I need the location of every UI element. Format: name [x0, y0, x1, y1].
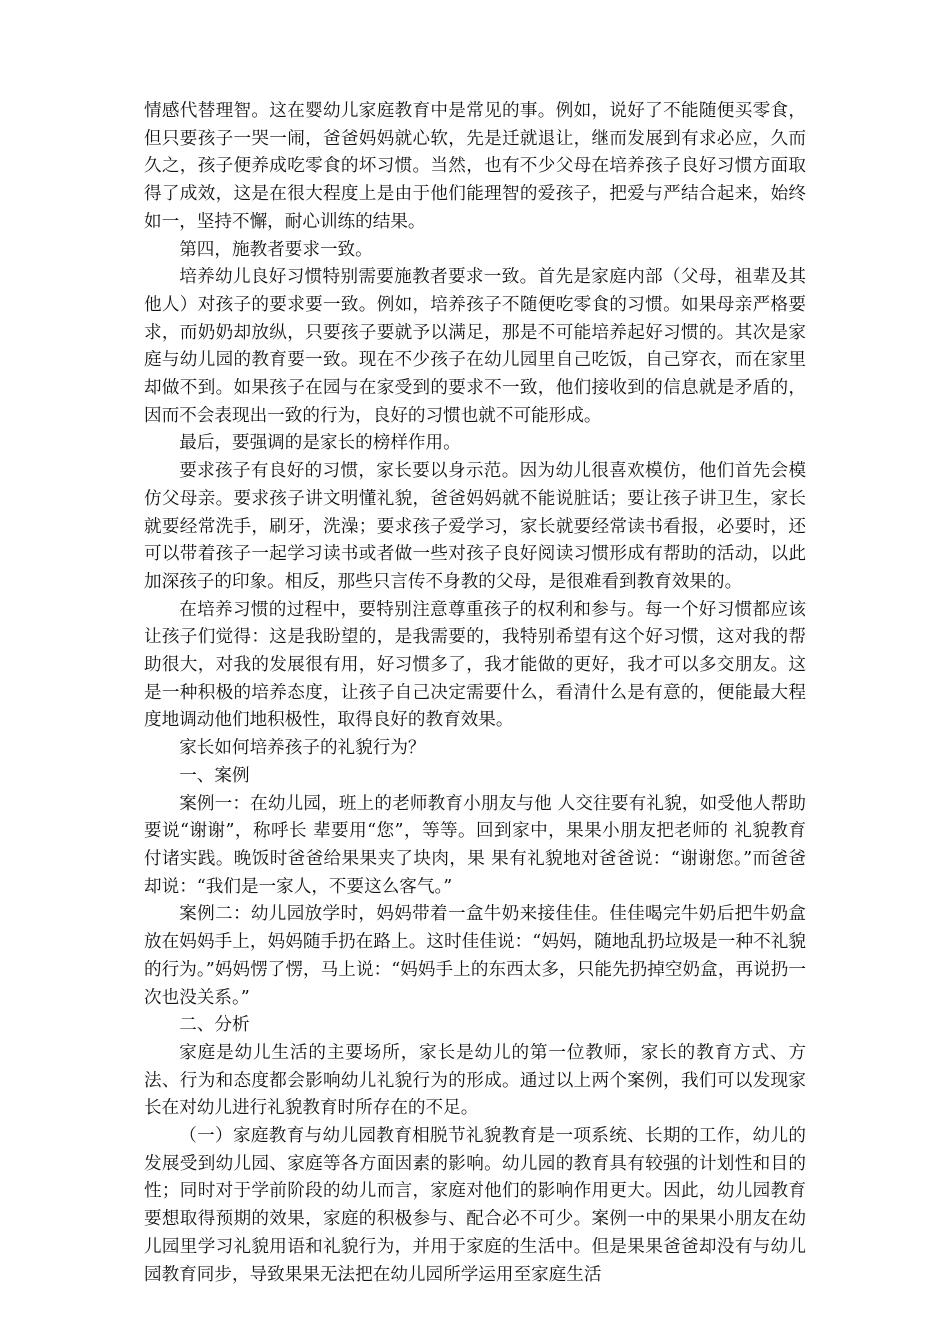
- paragraph-6: 在培养习惯的过程中，要特别注意尊重孩子的权利和参与。每一个好习惯都应该让孩子们觉得：这是我盼望的，是我需要的，我特别希望有这个好习惯，这对我的帮助很大，对我的发展很有用，好习惯多了，我才能做的更好，我才可以多交朋友。这是一种积极的培养态度，让孩子自己决定需要什么，看清什么是有意的，便能最大程度地调动他们地积极性，取得良好的教育效果。: [144, 599, 806, 731]
- section-heading: 家长如何培养孩子的礼貌行为？: [179, 738, 426, 759]
- paragraph-analysis-point-1: （一）家庭教育与幼儿园教育相脱节礼貌教育是一项系统、长期的工作，幼儿的发展受到幼儿园、家庭等各方面因素的影响。幼儿园的教育具有较强的计划性和目的性；同时对于学前阶段的幼儿而言，家庭对他们的影响作用更大。因此，幼儿园教育要想取得预期的效果，家庭的积极参与、配合必不可少。案例一中的果果小朋友在幼儿园里学习礼貌用语和礼貌行为，并用于家庭的生活中。但是果果爸爸却没有与幼儿园教育同步，导致果果无法把在幼儿园所学运用至家庭生活: [144, 1126, 806, 1285]
- paragraph-case-1: 案例一：在幼儿园，班上的老师教育小朋友与他 人交往要有礼貌，如受他人帮助要说“谢谢”，称呼长 辈要用“您”，等等。回到家中，果果小朋友把老师的 礼貌教育付诸实践。晚饭时爸爸给果果夹了块肉，果 果有礼貌地对爸爸说：“谢谢您。”而爸爸却说：“我们是一家人，不要这么客气。”: [144, 793, 806, 897]
- subheading-cases: 一、案例: [179, 765, 250, 786]
- paragraph-4: 最后，要强调的是家长的榜样作用。: [179, 433, 461, 454]
- paragraph-analysis: 家庭是幼儿生活的主要场所，家长是幼儿的第一位教师，家长的教育方式、方法、行为和态度都会影响幼儿礼貌行为的形成。通过以上两个案例，我们可以发现家长在对幼儿进行礼貌教育时所存在的不足。: [144, 1042, 806, 1119]
- paragraph-1: 情感代替理智。这在婴幼儿家庭教育中是常见的事。例如，说好了不能随便买零食，但只要孩子一哭一闹，爸爸妈妈就心软，先是迁就退让，继而发展到有求必应，久而久之，孩子便养成吃零食的坏习惯。当然，也有不少父母在培养孩子良好习惯方面取得了成效，这是在很大程度上是由于他们能理智的爱孩子，把爱与严结合起来，始终如一，坚持不懈，耐心训练的结果。: [144, 101, 806, 232]
- document-body: [144, 98, 806, 1289]
- paragraph-3: 培养幼儿良好习惯特别需要施教者要求一致。首先是家庭内部（父母，祖辈及其他人）对孩子的要求要一致。例如，培养孩子不随便吃零食的习惯。如果母亲严格要求，而奶奶却放纵，只要孩子要就予以满足，那是不可能培养起好习惯的。其次是家庭与幼儿园的教育要一致。现在不少孩子在幼儿园里自己吃饭，自己穿衣，而在家里却做不到。如果孩子在园与在家受到的要求不一致，他们接收到的信息就是矛盾的，因而不会表现出一致的行为，良好的习惯也就不可能形成。: [144, 267, 806, 426]
- paragraph-case-2: 案例二：幼儿园放学时，妈妈带着一盒牛奶来接佳佳。佳佳喝完牛奶后把牛奶盒放在妈妈手上，妈妈随手扔在路上。这时佳佳说：“妈妈，随地乱扔垃圾是一种不礼貌的行为。”妈妈愣了愣，马上说：“妈妈手上的东西太多，只能先扔掉空奶盒，再说扔一次也没关系。”: [144, 904, 806, 1008]
- paragraph-2: 第四，施教者要求一致。: [179, 239, 373, 260]
- subheading-analysis: 二、分析: [179, 1015, 250, 1036]
- paragraph-5: 要求孩子有良好的习惯，家长要以身示范。因为幼儿很喜欢模仿，他们首先会模仿父母亲。要求孩子讲文明懂礼貌，爸爸妈妈就不能说脏话；要让孩子讲卫生，家长就要经常洗手，刷牙，洗澡；要求孩子爱学习，家长就要经常读书看报，必要时，还可以带着孩子一起学习读书或者做一些对孩子良好阅读习惯形成有帮助的活动，以此加深孩子的印象。相反，那些只言传不身教的父母，是很难看到教育效果的。: [144, 461, 806, 592]
